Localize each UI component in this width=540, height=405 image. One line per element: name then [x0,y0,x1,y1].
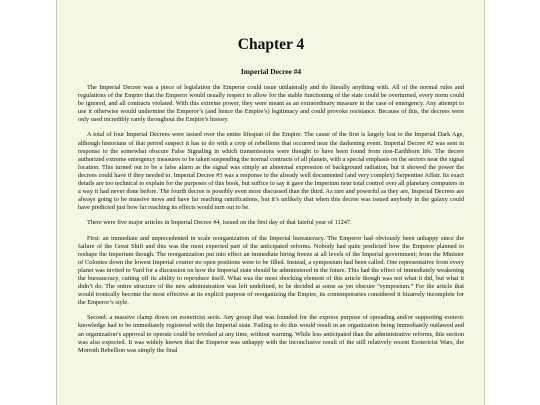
section-title: Imperial Decree #4 [240,67,302,76]
paragraph-2: A total of four Imperial Decrees were issued over the entire lifespan of the Empire. The cause of the first is largely lost to the Imperial Dark Age, although historians of that period suspect it has to do with a crop of rebellions that occurred near the darkening event. Imperial Decree #2 was sent in response to the somewhat obscure False Signaling in which transmissions were thought to have been found from non-Earthborn life. The decree authorized extreme emergency measures to be taken suspending the normal contracts of all planets, with a special emphasis on the sectors near the signal location. This turned out to be a false alarm as the signal was simply an abnormal expression of background radiation, but it showed the power the decrees could have if they needed to. Imperial Decree #3 was a response to the already well documented (and very complex) Serpentine Affair. Its exact details are too technical to explain for the purposes of this book, but suffice to say it gave the Imperium near total control over all planetary computers in a way it had never done before. The fourth decree is possibly even more discussed than the third. As rare and powerful as they are, Imperial Decrees are always going to be massive news and have far reaching ramifications, but it’s unlikely that when this decree was issued anybody in the galaxy could have predicted just how far reaching its effects would turn out to be. [78,131,464,212]
document-page [56,0,485,405]
document-content [78,36,464,362]
paragraph-5: Second: a massive clamp down on esotericist sects. Any group that was founded for the express purpose of spreading and/or supporting esoteric knowledge had to be immediately registered with the Imperial state. Failing to do this would result in an organization being immediately outlawed and an organization’s approval to operate could be revoked at any time, without warning. While less anticipated than the administrative reforms, this section was also expected. It was widely known that the Emperor was unhappy with the inconclusive result of the still relatively recent Esotericist Wars, the Morroth Rebellion was simply the final [78,314,464,354]
chapter-title: Chapter 4 [237,36,305,53]
paragraph-1: The Imperial Decree was a piece of legislation the Emperor could issue unilaterally and do literally anything with. All of the normal rules and regulations of the Empire that the Emperor would usually respect to allow for the stable functioning of the state could be overturned, every norm could be ignored, and all contracts violated. With this extreme power, they were meant as an extraordinary measure in the case of emergency. Any attempt to use it otherwise would undermine the Emperor’s (and hence the Empire’s) legitimacy and could provoke resistance. Because of this, the decrees were only used incredibly rarely throughout the Empire’s history. [78,84,464,124]
paragraph-4: First: an immediate and unprecedented in scale reorganization of the Imperial bureaucracy. The Emperor had obviously been unhappy since the failure of the Great Shift and this was the most expected part of the anticipated reforms. Nobody had quite predicted how the Emperor planned to reshape the Imperium though. The reorganization put into effect an immediate hiring freeze at all levels of the Imperial government; from the Minister of Colonies down the lowest Imperial courier no open positions were to be filled. Instead, a symposium had been called. One representative from every planet was invited to Vard for a discussion on how the Imperial state should be administered in the future. This had the effect of immediately weakening the bureaucracy, cutting off its ability to reproduce itself. What was the most shocking element of this article though was not what it did, but what it didn’t do. The entire structure of the new administration was left undefined, to be decided at some as yet obscure “symposium.” For the article that would ironically become the most effective at its explicit purpose of reorganizing the Empire, its contemporaries considered it bizarrely incomplete for the Emperor’s style. [78,234,464,307]
paragraph-3: There were five major articles in Imperial Decree #4, issued on the first day of that fateful year of 11247. [87,219,352,227]
